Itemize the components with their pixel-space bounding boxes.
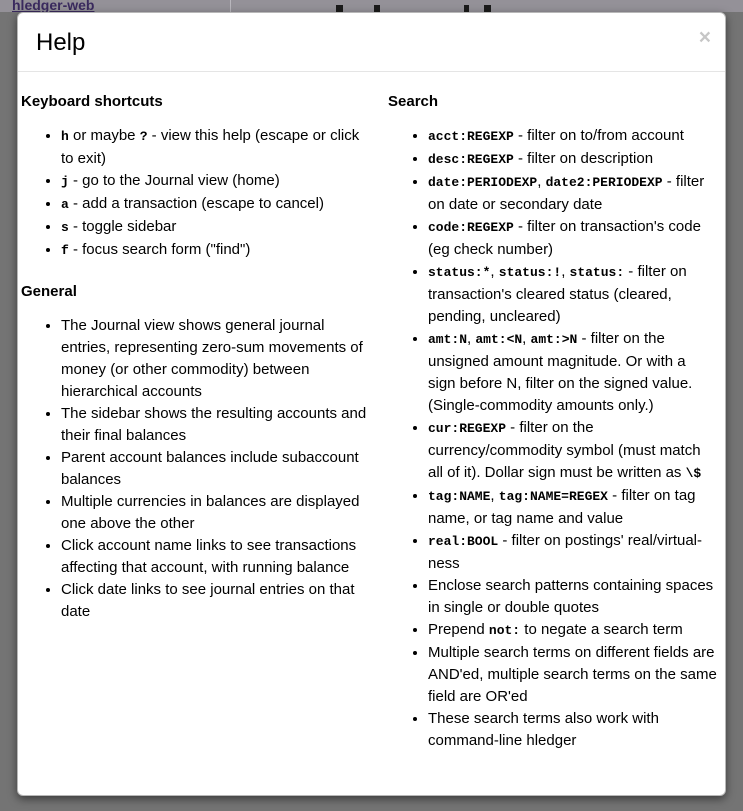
list-item: • Multiple currencies in balances are displayed one above the other [61,491,372,535]
code-term: f [61,243,69,258]
clipped-heading-fragment [464,5,469,12]
right-column [388,74,717,772]
list-item: • f - focus search form ("find") [61,239,372,262]
modal-header [18,13,725,72]
code-term: a [61,197,69,212]
close-button[interactable]: × [698,26,711,49]
list-item: • tag:NAME, tag:NAME=REGEX - filter on tag name, or tag name and value [428,485,717,530]
code-term: status:* [428,265,491,280]
code-term: amt:>N [530,332,578,347]
section-title-keyboard-shortcuts: Keyboard shortcuts [21,93,163,110]
list-item: • date:PERIODEXP, date2:PERIODEXP - filter on date or secondary date [428,171,717,216]
code-term: status: [569,265,625,280]
list-item: • Multiple search terms on different fields are AND'ed, multiple search terms on the same field are OR'ed [428,642,717,708]
code-term: status:! [498,265,562,280]
list-item: • These search terms also work with command-line hledger [428,708,717,752]
list-item: • h or maybe ? - view this help (escape or click to exit) [61,125,372,170]
modal-title: Help [36,29,86,56]
list-item: • amt:N, amt:<N, amt:>N - filter on the unsigned amount magnitude. Or with a sign before N, filter on the signed value. (Single-commodity amounts only.) [428,328,717,417]
list-item: • acct:REGEXP - filter on to/from account [428,125,717,148]
list-item: • Click account name links to see transactions affecting that account, with running balance [61,535,372,579]
page-behind-top-strip [0,0,743,12]
code-term: date2:PERIODEXP [545,175,663,190]
list-item: • s - toggle sidebar [61,216,372,239]
left-column [21,74,388,772]
section-title-general: General [21,283,77,300]
code-term: desc:REGEXP [428,152,514,167]
list-item: • Click date links to see journal entries on that date [61,579,372,623]
list-item: • desc:REGEXP - filter on description [428,148,717,171]
code-term: cur:REGEXP [428,421,507,436]
clipped-heading-fragment [336,5,343,12]
page-column-divider [230,0,231,12]
code-term: j [61,174,69,189]
general-list [21,315,372,623]
code-term: code:REGEXP [428,220,514,235]
code-term: s [61,220,69,235]
list-item: • cur:REGEXP - filter on the currency/commodity symbol (must match all of it). Dollar sign must be written as \$ [428,417,717,485]
section-title-search: Search [388,93,439,110]
list-item: • The sidebar shows the resulting accounts and their final balances [61,403,372,447]
list-item: • a - add a transaction (escape to cancel) [61,193,372,216]
code-term: tag:NAME=REGEX [498,489,608,504]
code-term: \$ [685,466,702,481]
modal-body [18,72,725,792]
brand-link: hledger-web [12,0,95,12]
code-term: h [61,129,69,144]
code-term: acct:REGEXP [428,129,514,144]
code-term: date:PERIODEXP [428,175,538,190]
list-item: • Prepend not: to negate a search term [428,619,717,642]
list-item: • status:*, status:!, status: - filter on transaction's cleared status (cleared, pending, uncleared) [428,261,717,328]
search-list [388,125,717,752]
clipped-heading-fragment [374,5,380,12]
list-item: • Enclose search patterns containing spaces in single or double quotes [428,575,717,619]
clipped-heading-fragment [484,5,491,12]
code-term: ? [139,129,148,144]
code-term: amt:<N [475,332,523,347]
keyboard-shortcuts-list [21,125,372,262]
list-item: • The Journal view shows general journal entries, representing zero-sum movements of money (or other commodity) between hierarchical accounts [61,315,372,403]
code-term: not: [488,623,521,638]
code-term: amt:N [428,332,468,347]
code-term: real:BOOL [428,534,499,549]
list-item: • Parent account balances include subaccount balances [61,447,372,491]
help-modal [17,12,726,796]
list-item: • code:REGEXP - filter on transaction's code (eg check number) [428,216,717,261]
list-item: • j - go to the Journal view (home) [61,170,372,193]
list-item: • real:BOOL - filter on postings' real/virtual-ness [428,530,717,575]
code-term: tag:NAME [428,489,491,504]
